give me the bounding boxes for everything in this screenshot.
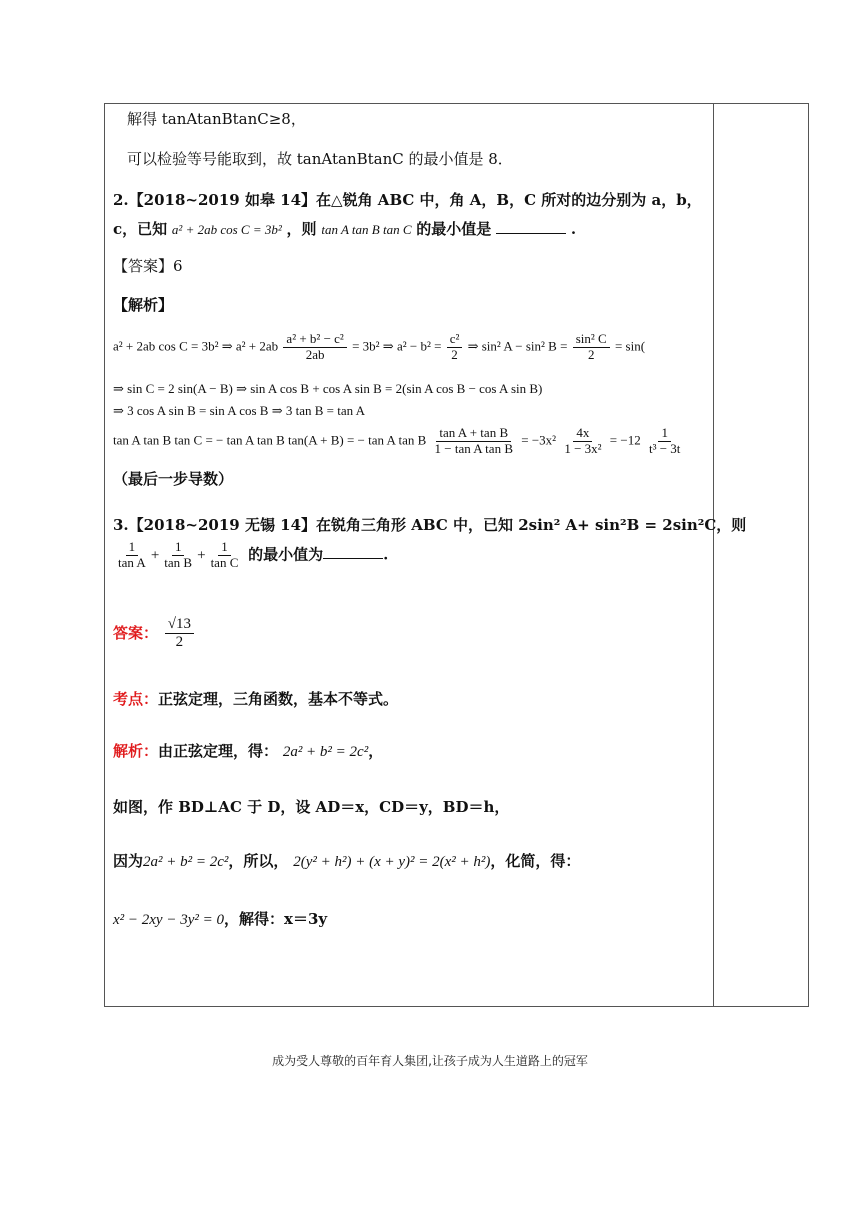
q2-answer: 【答案】6 bbox=[113, 257, 183, 275]
q2-step-4 bbox=[113, 426, 685, 457]
step4-fraction: $\frac{\text{tan A + tan B}}{\text{1 − tan A tan B}}$ bbox=[434, 425, 513, 456]
jiexi-label: 解析： bbox=[113, 742, 159, 760]
q3-expression: $\frac{1}{\text{tan A}}$ + $\frac{1}{\text{tan B}}$ + $\frac{1}{\text{tan C}}$ 的最小值为 . bbox=[113, 540, 388, 571]
q2-heading: 2.【2018~2019 如皋 14】在△锐角 ABC 中，角 A，B，C 所对的边分别为 a，b， bbox=[113, 191, 702, 209]
kaodian-label: 考点： bbox=[113, 690, 159, 708]
q2-step-2: ⇒ sin C = 2 sin(A − B) ⇒ sin A cos B + cos A sin B = 2(sin A cos B − cos A sin B) bbox=[113, 381, 543, 396]
q2-cond-pre: c，已知 bbox=[113, 220, 168, 238]
column-divider bbox=[713, 104, 714, 1006]
step4-b: = −3x² bbox=[521, 432, 557, 448]
answer-label: 答案： bbox=[113, 623, 159, 642]
content-table bbox=[104, 103, 809, 1007]
because-eq: 2a² + b² = 2c² bbox=[143, 854, 229, 870]
step1c-fraction: $\frac{\text{sin² C}}{2}$ bbox=[573, 332, 610, 363]
q3-answer-blank bbox=[323, 546, 383, 559]
q3-because bbox=[113, 852, 580, 873]
prev-solution-line-1: 解得 tanAtanBtanC≥8， bbox=[127, 110, 306, 128]
q3-kaodian bbox=[113, 690, 398, 710]
q3-heading: 3.【2018~2019 无锡 14】在锐角三角形 ABC 中，已知 2sin² A+ sin²B = 2sin²C，则 bbox=[113, 516, 747, 534]
q2-cond-post: 的最小值是 bbox=[416, 220, 492, 238]
step4-a: tan A tan B tan C = − tan A tan B tan(A + B) = − tan A tan B bbox=[113, 432, 427, 448]
frac-1-tanC: $\frac{1}{\text{tan C}}$ bbox=[210, 539, 239, 570]
step4c-fraction: $\frac{1}{\text{t³ − 3t}}$ bbox=[648, 425, 681, 456]
kaodian-text: 正弦定理，三角函数，基本不等式。 bbox=[158, 690, 399, 708]
step4b-fraction: $\frac{4x}{\text{1 − 3x²}}$ bbox=[564, 425, 602, 456]
step1-a: a² + 2ab cos C = 3b² ⇒ a² + 2ab bbox=[113, 338, 279, 354]
jiexi-comma: ， bbox=[368, 742, 384, 760]
jiexi-eq: 2a² + b² = 2c² bbox=[282, 744, 369, 760]
q3-tail: 的最小值为 bbox=[248, 545, 324, 564]
final-post: ，解得：x＝3y bbox=[224, 910, 328, 928]
final-eq: x² − 2xy − 3y² = 0 bbox=[113, 912, 224, 928]
frac-1-tanA: $\frac{1}{\text{tan A}}$ bbox=[118, 539, 146, 570]
jiexi-text: 由正弦定理，得： bbox=[158, 742, 279, 760]
page-footer: 成为受人尊敬的百年育人集团,让孩子成为人生道路上的冠军 bbox=[272, 1054, 588, 1068]
q3-period: . bbox=[383, 545, 389, 564]
prev-solution-line-2: 可以检验等号能取到，故 tanAtanBtanC 的最小值是 8． bbox=[127, 150, 513, 168]
step4-c: = −12 bbox=[609, 432, 641, 448]
step1-c: ⇒ sin² A − sin² B = bbox=[467, 338, 568, 354]
q2-step-3: ⇒ 3 cos A sin B = sin A cos B ⇒ 3 tan B = tan A bbox=[113, 403, 366, 418]
because-mid: ，所以， bbox=[228, 852, 289, 870]
q2-note: （最后一步导数） bbox=[113, 470, 234, 488]
q3-answer bbox=[113, 616, 196, 652]
q2-cond-eq: a² + 2ab cos C = 3b² bbox=[171, 222, 282, 237]
answer-fraction: $\frac{√13}{2}$ bbox=[165, 616, 194, 652]
q3-figure-setup: 如图，作 BD⊥AC 于 D，设 AD＝x，CD＝y，BD＝h， bbox=[113, 798, 510, 816]
q2-step-1 bbox=[113, 332, 645, 363]
because-eq2: 2(y² + h²) + (x + y)² = 2(x² + h²) bbox=[293, 854, 491, 870]
step1-fraction: $\frac{\text{a² + b² − c²}}{2ab}$ bbox=[283, 332, 346, 363]
q2-period: . bbox=[570, 220, 577, 238]
q2-cond-expr: tan A tan B tan C bbox=[321, 222, 412, 237]
step1-d: = sin( bbox=[614, 338, 646, 354]
q2-cond-mid: ，则 bbox=[286, 220, 317, 238]
q2-condition bbox=[113, 219, 576, 240]
q3-jiexi bbox=[113, 742, 383, 763]
q3-final bbox=[113, 910, 327, 931]
because-post: ，化简，得： bbox=[490, 852, 581, 870]
step1-b: = 3b² ⇒ a² − b² = bbox=[352, 338, 442, 354]
because-pre: 因为 bbox=[113, 852, 144, 870]
q2-analysis-label: 【解析】 bbox=[113, 296, 174, 314]
frac-1-tanB: $\frac{1}{\text{tan B}}$ bbox=[164, 539, 193, 570]
step1b-fraction: $\frac{\text{c²}}{2}$ bbox=[447, 332, 463, 363]
answer-blank bbox=[496, 219, 566, 234]
